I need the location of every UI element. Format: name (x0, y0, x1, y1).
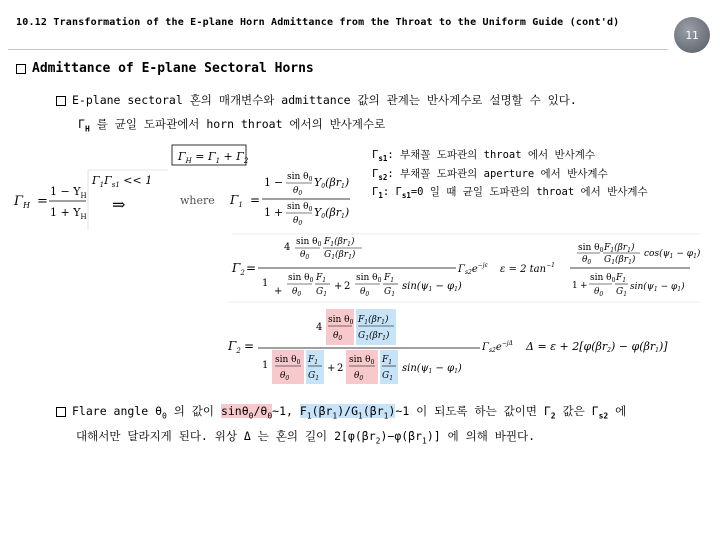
definition-text: : 부채꼴 도파관의 aperture 에서 반사계수 (387, 167, 608, 180)
svg-text:F1: $F_1$ (616, 273, 627, 284)
svg-text:where: where (180, 194, 215, 207)
section-heading-text: Admittance of E-plane Sectoral Horns (32, 61, 314, 76)
gamma-2-epsilon-equation (231, 234, 701, 298)
svg-text:F1: $F_1$ (384, 273, 395, 284)
svg-text:F1(βr1): $F_1(\beta r_1)$ (358, 315, 389, 326)
svg-text:2: 2 (344, 281, 351, 292)
text: ~1, (272, 404, 300, 418)
svg-text:sin(ψ1 − φ1): $\sin(\psi_1 - \varphi_1)$ (402, 363, 462, 375)
svg-text:G1: $G_1$ (316, 287, 328, 298)
svg-text:+: + (327, 363, 336, 374)
text: Flare angle θ (72, 404, 163, 418)
subscript: s1 (401, 191, 411, 201)
small-reflection-condition (88, 170, 168, 230)
svg-text:1: 1 (264, 176, 271, 189)
svg-text:G1: $G_1$ (616, 287, 628, 298)
svg-text:F1: $F_1$ (308, 355, 319, 366)
svg-text:sin θ0: $\sin \theta_0$ (275, 355, 301, 366)
svg-text:F1: $F_1$ (316, 273, 327, 284)
highlight-sin-ratio (220, 404, 273, 421)
svg-text:F1: $F_1$ (382, 355, 393, 366)
svg-text:1 − YH: $1 - Y_H$ (50, 185, 87, 200)
subscript: 1 (332, 411, 338, 421)
svg-text:1: 1 (264, 206, 271, 219)
svg-text:sin θ0: $\sin \theta_0$ (328, 315, 354, 326)
svg-text:=: = (250, 193, 261, 207)
svg-text:θ0: $\theta_0$ (360, 287, 370, 298)
svg-text:θ0: $\theta_0$ (333, 331, 343, 342)
svg-text:F1(βr1): $F_1(\beta r_1)$ (604, 243, 635, 254)
gamma-2-delta-equation (227, 302, 700, 384)
svg-text:θ0: $\theta_0$ (354, 371, 364, 382)
gamma-symbol: Γ (78, 117, 85, 131)
svg-text:sin θ0: $\sin \theta_0$ (349, 355, 375, 366)
svg-text:sin θ0: $\sin \theta_0$ (590, 273, 616, 284)
svg-text:sin(ψ1 − φ1): $\sin(\psi_1 - \varphi_1)$ (402, 281, 462, 293)
text: ) (388, 404, 396, 418)
subscript: H (84, 124, 90, 134)
text: )] 에 의해 바뀐다. (426, 429, 536, 443)
gamma-sum-box (172, 145, 249, 165)
svg-text:Γ2: $\Gamma_2$ (228, 339, 241, 355)
gamma-h-equation (13, 185, 87, 221)
svg-text:1: 1 (262, 278, 269, 289)
gamma-symbol: Γ (372, 149, 379, 161)
svg-text:+: + (580, 281, 588, 291)
svg-text:sin θ0: $\sin \theta_0$ (287, 202, 313, 213)
svg-text:sin θ0: $\sin \theta_0$ (287, 172, 313, 183)
text: (βr (311, 404, 333, 418)
svg-text:Y0(βr1): Y0(βr1) (314, 206, 350, 220)
svg-text:4: 4 (316, 322, 323, 333)
svg-text:G1(βr1): $G_1(\beta r_1)$ (358, 331, 390, 342)
svg-text:1: 1 (572, 281, 578, 291)
subscript: 2 (550, 411, 556, 421)
paragraph-line-4 (76, 428, 535, 445)
svg-text:1 + YH: $1 + Y_H$ (50, 206, 87, 221)
svg-text:θ0: $\theta_0$ (594, 287, 604, 298)
subscript: s2 (378, 172, 388, 182)
text: ~1 이 되도록 하는 값이면 Γ (395, 404, 551, 418)
subscript: 0 (248, 411, 254, 421)
text: )/G (337, 404, 359, 418)
svg-text:=: = (244, 339, 255, 353)
svg-text:sin θ0: $\sin \theta_0$ (356, 273, 382, 284)
subscript: 1 (383, 411, 389, 421)
svg-text:+: + (274, 206, 284, 219)
svg-text:Γs2e−jε: $\Gamma_{s2}e^{-j\varepsilon}$ (458, 262, 488, 276)
svg-text:Γ1: $\Gamma_1$ (230, 193, 243, 209)
svg-text:G1: $G_1$ (384, 287, 396, 298)
subscript: s2 (598, 411, 609, 421)
svg-text:θ0: $\theta_0$ (292, 287, 302, 298)
definition-text: =0 일 때 균일 도파관의 throat 에서 반사계수 (410, 186, 648, 199)
slide-title: 10.12 Transformation of the E-plane Horn Admittance from the Throat to the Uniform Guide (cont'd) (16, 17, 620, 28)
svg-text:G1(βr1): $G_1(\beta r_1)$ (324, 250, 356, 261)
svg-text:4: 4 (284, 242, 291, 253)
gamma-1-equation (180, 172, 350, 227)
svg-text:θ0: $\theta_0$ (293, 216, 303, 227)
subscript: s1 (378, 154, 388, 164)
text: )−φ(βr (380, 429, 423, 443)
text: 대해서만 달라지게 된다. 위상 Δ 는 혼의 길이 2[φ(βr (76, 429, 376, 443)
svg-text:G1: $G_1$ (382, 371, 394, 382)
svg-text:+: + (334, 281, 343, 292)
highlight-fg-ratio (299, 404, 396, 421)
gamma-symbol: Γ (372, 186, 379, 199)
svg-text:cos(ψ1 − φ1): $\cos(\psi_1 - \varphi_1)$ (644, 249, 701, 260)
page-number: 11 (685, 28, 699, 42)
subscript: 1 (306, 411, 312, 421)
svg-text:ΓH = Γ1 + Γ2: $\Gamma_H = \Gamma_1 + \Gamma_2$ (178, 150, 249, 165)
subscript: 1 (358, 411, 363, 421)
svg-text:=: = (246, 261, 257, 275)
svg-text:sin θ0: $\sin \theta_0$ (288, 273, 314, 284)
svg-text:sin(ψ1 − φ1): $\sin(\psi_1 - \varphi_1)$ (630, 282, 685, 293)
text: 의 값이 (166, 404, 221, 418)
svg-text:=: = (37, 194, 48, 209)
square-bullet-icon (56, 407, 66, 417)
svg-text:2: 2 (337, 363, 344, 374)
svg-text:Γ1Γs1 << 1: $\Gamma_1\Gamma_{s1} << 1$ (92, 174, 153, 189)
svg-text:−: − (274, 176, 284, 189)
gamma-symbol: Γ (372, 167, 379, 180)
paragraph-line-3 (56, 403, 626, 420)
svg-text:ΓH: $\Gamma_H$ (14, 194, 31, 210)
svg-text:1: 1 (262, 360, 269, 371)
svg-text:⇒: ⇒ (112, 195, 126, 214)
svg-text:sin θ0: $\sin \theta_0$ (578, 243, 604, 254)
definition-text: : 부채꼴 도파관의 throat 에서 반사계수 (387, 149, 596, 161)
svg-text:G1: $G_1$ (308, 371, 320, 382)
svg-text:G1(βr1): $G_1(\beta r_1)$ (604, 255, 636, 266)
text: F (299, 404, 307, 418)
svg-text:F1(βr1): $F_1(\beta r_1)$ (324, 237, 355, 248)
definition-text: : Γ (382, 186, 402, 199)
svg-text:Γs2e−jΔ: $\Gamma_{s2}e^{-j\Delta}$ (482, 340, 514, 354)
subscript: 0 (267, 411, 273, 421)
svg-text:θ0: $\theta_0$ (582, 255, 592, 266)
svg-text:Δ = ε + 2[φ(βr2) − φ(βr1)]: Δ = ε + 2[φ(βr2) − φ(βr1)] (526, 340, 668, 354)
svg-text:ε = 2 tan−1: ε = 2 $\tan^{-1}$ (500, 262, 555, 275)
subscript: 1 (378, 191, 383, 201)
svg-text:θ0: $\theta_0$ (293, 186, 303, 197)
text: /θ (253, 404, 268, 418)
svg-text:+: + (274, 286, 283, 297)
svg-text:sin θ0: $\sin \theta_0$ (296, 237, 322, 248)
svg-text:Y0(βr1): Y0(βr1) (314, 176, 350, 190)
paragraph-line-2-text: 를 균일 도파관에서 horn throat 에서의 반사계수로 (89, 117, 386, 131)
subscript: 0 (162, 411, 167, 421)
paragraph-line-1-text: E-plane sectoral 혼의 매개변수와 admittance 값의 관계는 반사계수로 설명할 수 있다. (72, 93, 577, 107)
text: 에 (608, 404, 627, 418)
svg-text:Γ2: $\Gamma_2$ (232, 261, 245, 277)
text: (βr (362, 404, 384, 418)
svg-text:θ0: $\theta_0$ (280, 371, 290, 382)
text: sinθ (220, 404, 249, 418)
text: 값은 Γ (555, 404, 599, 418)
svg-text:θ0: $\theta_0$ (300, 250, 310, 261)
subscript: 1 (422, 436, 427, 446)
subscript: 2 (375, 436, 381, 446)
